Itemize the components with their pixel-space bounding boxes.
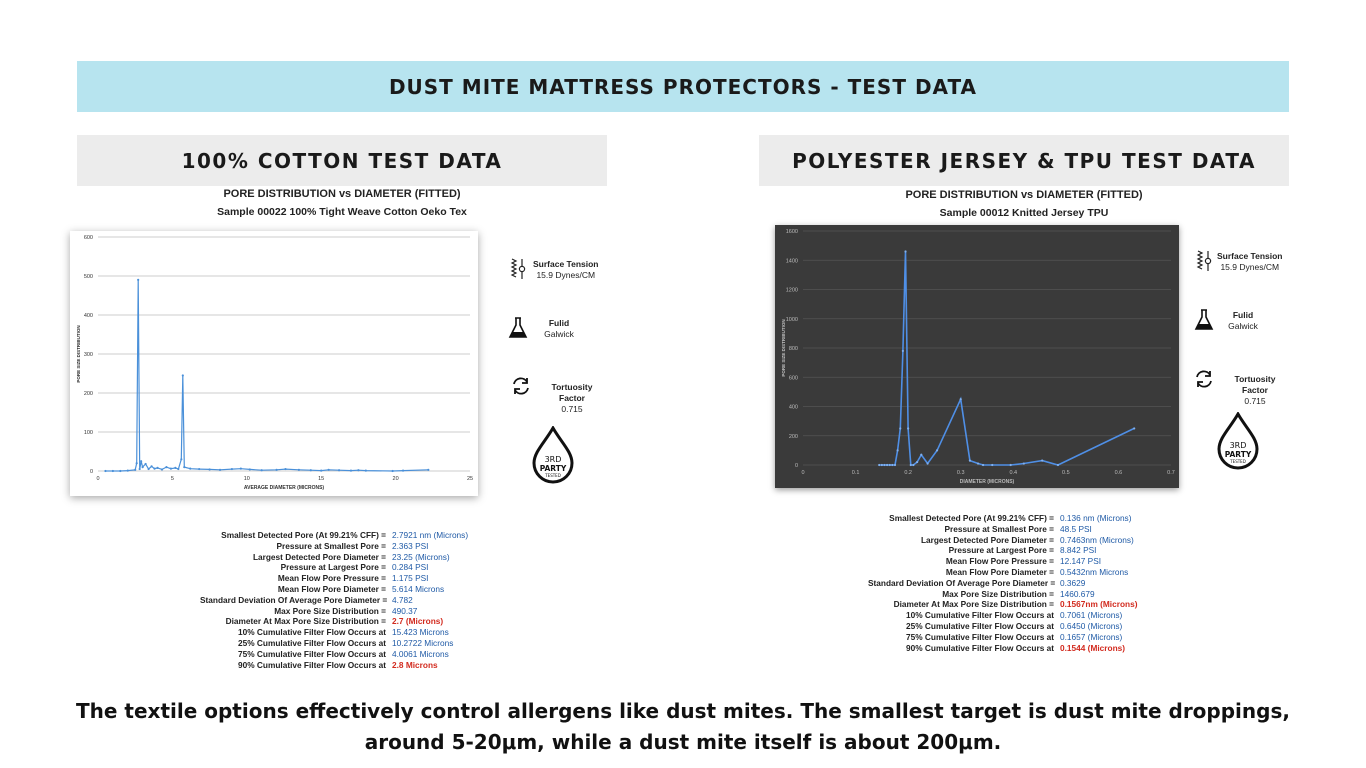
stat-label: Largest Detected Pore Diameter = [252, 551, 386, 562]
x-tick-label: 0.3 [956, 470, 965, 476]
data-point [1133, 427, 1135, 429]
data-point [402, 470, 404, 472]
stat-value: 0.1567nm (Microns) [1060, 599, 1138, 610]
data-point [298, 469, 300, 471]
data-point [156, 467, 158, 469]
stat-label: Mean Flow Pore Pressure = [945, 556, 1054, 567]
stat-value: 0.5432nm Microns [1060, 566, 1129, 577]
cotton-stats-table [200, 530, 468, 670]
data-point [183, 466, 185, 468]
data-point [902, 350, 904, 352]
third-party-tested-badge [1216, 412, 1260, 470]
stat-label: 25% Cumulative Filter Flow Occurs at [905, 620, 1054, 631]
data-point [219, 469, 221, 471]
stat-value: 0.136 nm (Microns) [1060, 513, 1132, 523]
polyester-surface-tension [1217, 251, 1283, 273]
stat-row [868, 643, 1137, 654]
data-point [904, 250, 906, 252]
data-point [894, 464, 896, 466]
data-point [365, 470, 367, 472]
x-tick-label: 0.6 [1114, 470, 1123, 476]
data-point [275, 469, 277, 471]
stat-label: 10% Cumulative Filter Flow Occurs at [237, 627, 386, 638]
data-point [897, 449, 899, 451]
y-tick-label: 400 [788, 404, 798, 411]
cotton-chart-title: PORE DISTRIBUTION vs DIAMETER (FITTED) [223, 188, 461, 200]
stat-row [200, 530, 468, 541]
stat-label: Pressure at Smallest Pore = [276, 540, 386, 551]
data-point [134, 469, 136, 471]
polyester-stats-table [868, 513, 1137, 653]
data-point [991, 464, 993, 466]
x-tick-label: 20 [392, 476, 399, 482]
badge-line3: TESTED [545, 473, 561, 478]
data-point [174, 467, 176, 469]
data-point [912, 464, 914, 466]
data-point [1041, 460, 1043, 462]
y-tick-label: 800 [788, 346, 798, 352]
surface-tension-value: 15.9 Dynes/CM [1220, 262, 1280, 272]
surface-tension-label: Surface Tension [1217, 251, 1283, 261]
data-point [1023, 462, 1025, 464]
stat-row [868, 632, 1137, 643]
surface-tension-icon [1196, 249, 1214, 273]
data-point [926, 462, 928, 464]
data-point [180, 458, 182, 460]
data-point [249, 468, 251, 470]
badge-line2: PARTY [539, 464, 567, 473]
data-point [899, 427, 901, 429]
data-point [392, 470, 394, 472]
stat-row [868, 513, 1137, 524]
stat-label: 90% Cumulative Filter Flow Occurs at [905, 642, 1054, 653]
stat-row [868, 610, 1137, 621]
data-point [910, 464, 912, 466]
y-axis-label: PORE SIZE DISTRIBUTION [76, 325, 81, 383]
data-point [982, 464, 984, 466]
stat-value: 2.363 PSI [392, 540, 429, 551]
stat-label: Pressure at Largest Pore = [280, 562, 386, 573]
stat-label: Pressure at Largest Pore = [948, 545, 1054, 556]
stat-row [200, 541, 468, 552]
data-point [907, 427, 909, 429]
surface-tension-label: Surface Tension [533, 259, 599, 269]
fluid-value: Galwick [1228, 321, 1258, 331]
stat-value: 2.8 Microns [392, 659, 438, 670]
stat-label: Smallest Detected Pore (At 99.21% CFF) = [221, 530, 386, 540]
refresh-icon [510, 375, 532, 397]
third-party-tested-badge [531, 426, 575, 484]
data-point [936, 449, 938, 451]
stat-row [868, 567, 1137, 578]
stat-value: 2.7921 nm (Microns) [392, 530, 469, 540]
data-point [142, 466, 144, 468]
stat-label: Pressure at Smallest Pore = [944, 523, 1054, 534]
stat-value: 0.284 PSI [392, 562, 429, 573]
stat-value: 23.25 (Microns) [392, 551, 450, 562]
stat-value: 0.7463nm (Microns) [1060, 534, 1134, 545]
stat-row [868, 524, 1137, 535]
stat-value: 1.175 PSI [392, 573, 429, 584]
y-tick-label: 100 [83, 430, 93, 436]
data-point [170, 468, 172, 470]
stat-value: 8.842 PSI [1060, 545, 1097, 556]
stat-value: 4.782 [392, 594, 413, 605]
x-tick-label: 0 [801, 470, 805, 476]
tortuosity-label: Tortuosity Factor [1234, 374, 1276, 395]
y-tick-label: 1000 [785, 316, 798, 323]
data-point [198, 468, 200, 470]
stat-label: 10% Cumulative Filter Flow Occurs at [905, 610, 1054, 621]
stat-value: 2.7 (Microns) [392, 616, 444, 627]
y-tick-label: 200 [83, 391, 93, 397]
cotton-fluid [541, 318, 577, 340]
data-point [240, 468, 242, 470]
x-axis-label: DIAMETER (MICRONS) [959, 479, 1015, 485]
stat-value: 48.5 PSI [1060, 523, 1092, 534]
chart-svg [70, 231, 478, 496]
cotton-surface-tension [533, 259, 599, 281]
series-line [105, 280, 428, 471]
tortuosity-label: Tortuosity Factor [551, 382, 593, 403]
data-point [165, 466, 167, 468]
stat-label: Smallest Detected Pore (At 99.21% CFF) = [889, 513, 1054, 523]
cotton-pore-chart [70, 231, 478, 496]
stat-row [868, 545, 1137, 556]
x-tick-label: 0.2 [904, 470, 912, 476]
data-point [231, 468, 233, 470]
stat-value: 0.3629 [1060, 577, 1086, 588]
polyester-fluid [1225, 310, 1261, 332]
data-point [889, 464, 891, 466]
badge-line1: 3RD [1229, 441, 1247, 450]
chart-svg [775, 225, 1179, 488]
x-tick-label: 5 [170, 476, 174, 482]
data-point [969, 460, 971, 462]
data-point [104, 470, 106, 472]
data-point [119, 470, 121, 472]
tortuosity-value: 0.715 [1244, 396, 1266, 406]
y-tick-label: 0 [794, 463, 798, 469]
stat-row [200, 606, 468, 617]
data-point [209, 468, 211, 470]
tortuosity-value: 0.715 [561, 404, 583, 414]
data-point [977, 462, 979, 464]
series-line [879, 252, 1134, 466]
fluid-value: Galwick [544, 329, 574, 339]
data-point [150, 465, 152, 467]
x-tick-label: 0.4 [1009, 470, 1018, 476]
data-point [427, 469, 429, 471]
stat-row [868, 578, 1137, 589]
polyester-chart-subtitle: Sample 00012 Knitted Jersey TPU [939, 207, 1109, 219]
polyester-heading: POLYESTER JERSEY & TPU TEST DATA [759, 135, 1289, 186]
x-tick-label: 0 [96, 476, 100, 482]
stat-value: 0.6450 (Microns) [1060, 620, 1123, 631]
data-point [284, 468, 286, 470]
y-tick-label: 1400 [785, 258, 798, 265]
data-point [320, 470, 322, 472]
data-point [350, 470, 352, 472]
stat-value: 0.1657 (Microns) [1060, 631, 1123, 642]
cotton-tortuosity [538, 382, 606, 415]
data-point [1010, 464, 1012, 466]
stat-row [200, 573, 468, 584]
fluid-label: Fulid [548, 318, 570, 328]
data-point [881, 464, 883, 466]
stat-row [868, 589, 1137, 600]
stat-row [200, 616, 468, 627]
y-tick-label: 600 [83, 235, 93, 241]
data-point [886, 464, 888, 466]
y-tick-label: 1600 [785, 229, 798, 235]
y-tick-label: 0 [89, 469, 93, 475]
data-point [878, 464, 880, 466]
data-point [1057, 464, 1059, 466]
x-tick-label: 25 [466, 476, 474, 482]
data-point [137, 279, 139, 281]
stat-row [200, 552, 468, 563]
data-point [891, 464, 893, 466]
data-point [145, 463, 147, 465]
stat-label: Standard Deviation Of Average Pore Diameter = [200, 594, 388, 605]
stat-row [200, 562, 468, 573]
data-point [112, 470, 114, 472]
data-point [261, 469, 263, 471]
data-point [182, 374, 184, 376]
y-tick-label: 300 [83, 352, 93, 358]
data-point [189, 468, 191, 470]
stat-row [200, 660, 468, 671]
flask-icon [1193, 308, 1215, 332]
stat-row [200, 584, 468, 595]
stat-label: Mean Flow Pore Pressure = [277, 573, 386, 584]
y-tick-label: 400 [83, 313, 93, 319]
stat-label: Diameter At Max Pore Size Distribution = [893, 599, 1054, 610]
x-tick-label: 10 [243, 476, 250, 482]
stat-value: 10.2722 Microns [392, 637, 454, 648]
data-point [883, 464, 885, 466]
x-tick-label: 0.5 [1062, 470, 1070, 476]
stat-value: 490.37 [392, 605, 418, 616]
stat-value: 12.147 PSI [1060, 556, 1102, 567]
y-tick-label: 200 [788, 433, 798, 440]
data-point [139, 468, 141, 470]
data-point [153, 468, 155, 470]
stat-row [200, 649, 468, 660]
stat-label: Max Pore Size Distribution = [942, 588, 1054, 599]
data-point [328, 469, 330, 471]
x-tick-label: 0.1 [851, 470, 860, 476]
data-point [310, 469, 312, 471]
polyester-chart-title: PORE DISTRIBUTION vs DIAMETER (FITTED) [905, 189, 1143, 201]
page-banner: DUST MITE MATTRESS PROTECTORS - TEST DATA [77, 61, 1289, 112]
data-point [136, 462, 138, 464]
stat-label: 75% Cumulative Filter Flow Occurs at [237, 648, 386, 659]
stat-label: 90% Cumulative Filter Flow Occurs at [237, 659, 386, 670]
stat-label: 25% Cumulative Filter Flow Occurs at [237, 637, 386, 648]
badge-line1: 3RD [544, 455, 562, 464]
data-point [960, 398, 962, 400]
data-point [140, 460, 142, 462]
cotton-heading: 100% COTTON TEST DATA [77, 135, 607, 186]
fluid-label: Fulid [1232, 310, 1254, 320]
stat-value: 4.0061 Microns [392, 648, 449, 659]
stat-value: 1460.679 [1060, 588, 1095, 599]
y-axis-label: PORE SIZE DISTRIBUTION [781, 319, 786, 377]
polyester-tortuosity [1221, 374, 1289, 407]
x-tick-label: 0.7 [1167, 470, 1175, 476]
data-point [177, 468, 179, 470]
stat-label: Largest Detected Pore Diameter = [920, 534, 1054, 545]
stat-row [868, 556, 1137, 567]
data-point [338, 469, 340, 471]
data-point [161, 468, 163, 470]
data-point [357, 469, 359, 471]
data-point [127, 470, 129, 472]
badge-line2: PARTY [1224, 450, 1252, 459]
stat-label: 75% Cumulative Filter Flow Occurs at [905, 631, 1054, 642]
stat-value: 0.1544 (Microns) [1060, 642, 1126, 653]
stat-row [868, 535, 1137, 546]
flask-icon [507, 316, 529, 340]
stat-label: Diameter At Max Pore Size Distribution = [225, 616, 386, 627]
y-tick-label: 500 [83, 274, 93, 280]
stat-row [200, 595, 468, 606]
stat-value: 5.614 Microns [392, 583, 445, 594]
y-tick-label: 1200 [785, 287, 798, 294]
stat-row [868, 621, 1137, 632]
data-point [147, 468, 149, 470]
stat-row [200, 638, 468, 649]
stat-row [868, 599, 1137, 610]
x-tick-label: 15 [318, 476, 325, 482]
stat-value: 15.423 Microns [392, 627, 449, 638]
data-point [920, 454, 922, 456]
stat-row [200, 627, 468, 638]
footer-caption: The textile options effectively control allergens like dust mites. The smallest target is dust mite droppings, around 5-20μm, while a dust mite itself is about 200μm. [76, 699, 1290, 754]
surface-tension-icon [510, 257, 528, 281]
stat-value: 0.7061 (Microns) [1060, 610, 1123, 621]
badge-line3: TESTED [1230, 459, 1246, 464]
stat-label: Standard Deviation Of Average Pore Diameter = [868, 577, 1056, 588]
y-tick-label: 600 [788, 375, 798, 382]
stat-label: Mean Flow Pore Diameter = [277, 583, 386, 594]
x-axis-label: AVERAGE DIAMETER (MICRONS) [243, 485, 325, 491]
refresh-icon [1193, 368, 1215, 390]
polyester-pore-chart [775, 225, 1179, 488]
stat-label: Max Pore Size Distribution = [274, 605, 386, 616]
stat-label: Mean Flow Pore Diameter = [945, 566, 1054, 577]
data-point [916, 461, 918, 463]
cotton-chart-subtitle: Sample 00022 100% Tight Weave Cotton Oeko Tex [217, 206, 467, 218]
surface-tension-value: 15.9 Dynes/CM [536, 270, 596, 280]
